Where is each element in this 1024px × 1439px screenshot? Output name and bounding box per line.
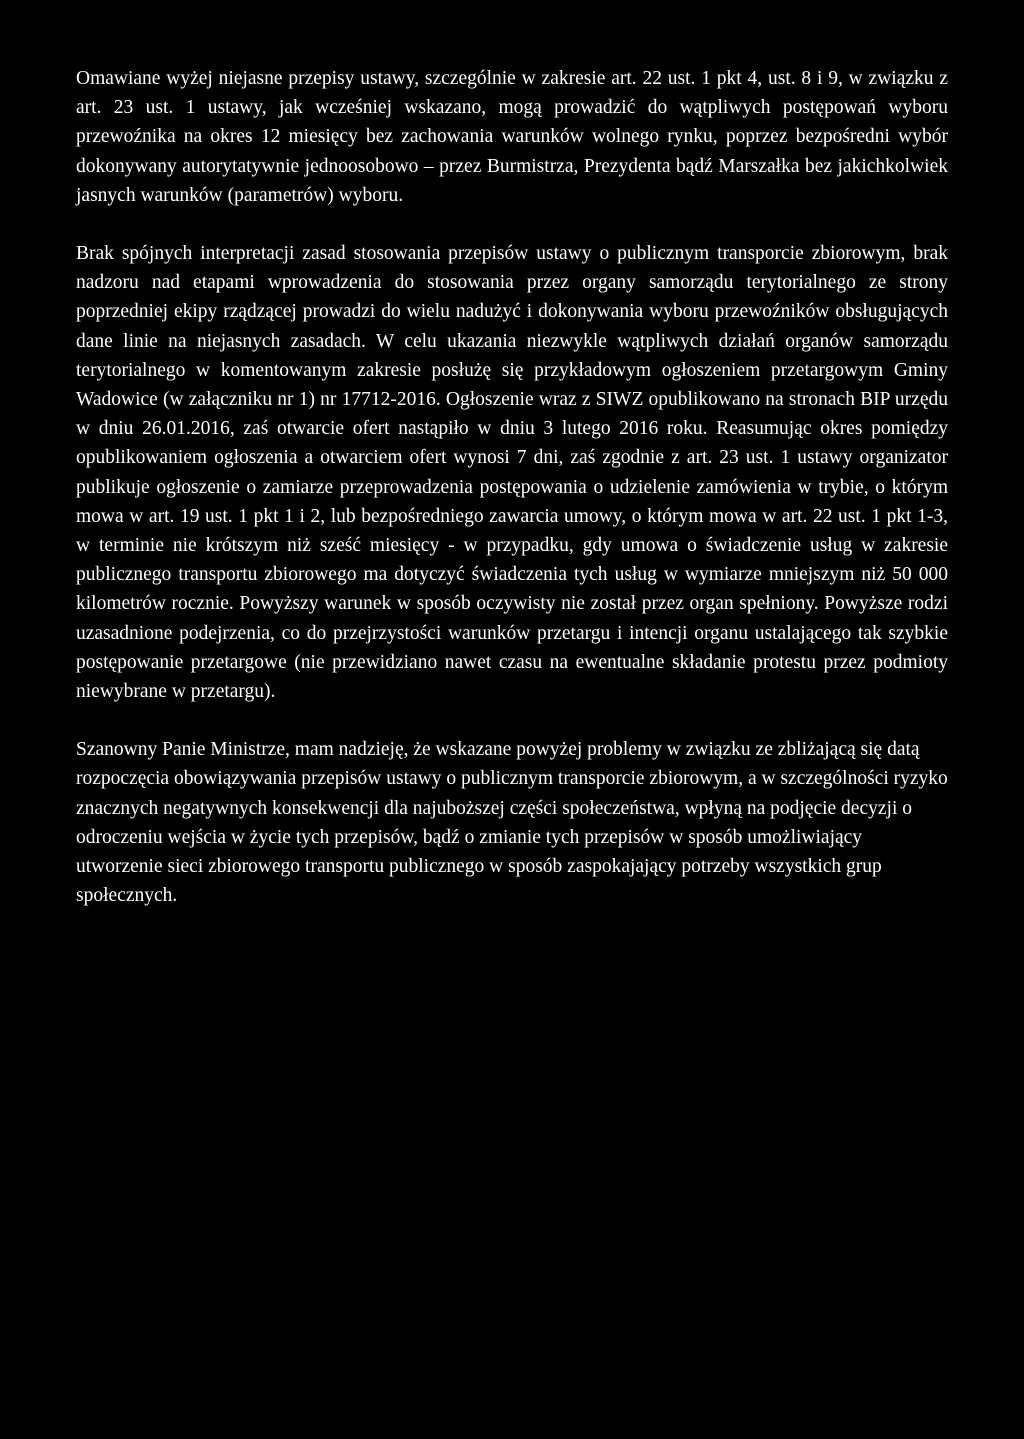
document-body	[76, 64, 948, 910]
paragraph-unclear-regulations: Omawiane wyżej niejasne przepisy ustawy, szczególnie w zakresie art. 22 ust. 1 pkt 4, ust. 8 i 9, w związku z art. 23 ust. 1 ustawy, jak wcześniej wskazano, mogą prowadzić do wątpliwych postępowań wyboru przewoźnika na okres 12 miesięcy bez zachowania warunków wolnego rynku, poprzez bezpośredni wybór dokonywany autorytatywnie jednoosobowo – przez Burmistrza, Prezydenta bądź Marszałka bez jakichkolwiek jasnych warunków (parametrów) wyboru.	[76, 68, 948, 206]
paragraph-wadowice-tender-example: Brak spójnych interpretacji zasad stosowania przepisów ustawy o publicznym transporcie zbiorowym, brak nadzoru nad etapami wprowadzenia do stosowania przez organy samorządu terytorialnego ze strony poprzedniej ekipy rządzącej prowadzi do wielu nadużyć i dokonywania wyboru przewoźników obsługujących dane linie na niejasnych zasadach. W celu ukazania niezwykle wątpliwych działań organów samorządu terytorialnego w komentowanym zakresie posłużę się przykładowym ogłoszeniem przetargowym Gminy Wadowice (w załączniku nr 1) nr 17712-2016. Ogłoszenie wraz z SIWZ opublikowano na stronach BIP urzędu w dniu 26.01.2016, zaś otwarcie ofert nastąpiło w dniu 3 lutego 2016 roku. Reasumując okres pomiędzy opublikowaniem ogłoszenia a otwarciem ofert wynosi 7 dni, zaś zgodnie z art. 23 ust. 1 ustawy organizator publikuje ogłoszenie o zamiarze przeprowadzenia postępowania o udzielenie zamówienia w trybie, o którym mowa w art. 19 ust. 1 pkt 1 i 2, lub bezpośredniego zawarcia umowy, o którym mowa w art. 22 ust. 1 pkt 1-3, w terminie nie krótszym niż sześć miesięcy - w przypadku, gdy umowa o świadczenie usług w zakresie publicznego transportu zbiorowego ma dotyczyć świadczenia tych usług w wymiarze mniejszym niż 50 000 kilometrów rocznie. Powyższy warunek w sposób oczywisty nie został przez organ spełniony. Powyższe rodzi uzasadnione podejrzenia, co do przejrzystości warunków przetargu i intencji organu ustalającego tak szybkie postępowanie przetargowe (nie przewidziano nawet czasu na ewentualne składanie protestu przez podmioty niewybrane w przetargu).	[76, 243, 948, 703]
paragraph-appeal-to-minister: Szanowny Panie Ministrze, mam nadzieję, że wskazane powyżej problemy w związku ze zbliżającą się datą rozpoczęcia obowiązywania przepisów ustawy o publicznym transporcie zbiorowym, a w szczególności ryzyko znacznych negatywnych konsekwencji dla najuboższej części społeczeństwa, wpłyną na podjęcie decyzji o odroczeniu wejścia w życie tych przepisów, bądź o zmianie tych przepisów w sposób umożliwiający utworzenie sieci zbiorowego transportu publicznego w sposób zaspokajający potrzeby wszystkich grup społecznych.	[76, 739, 948, 907]
